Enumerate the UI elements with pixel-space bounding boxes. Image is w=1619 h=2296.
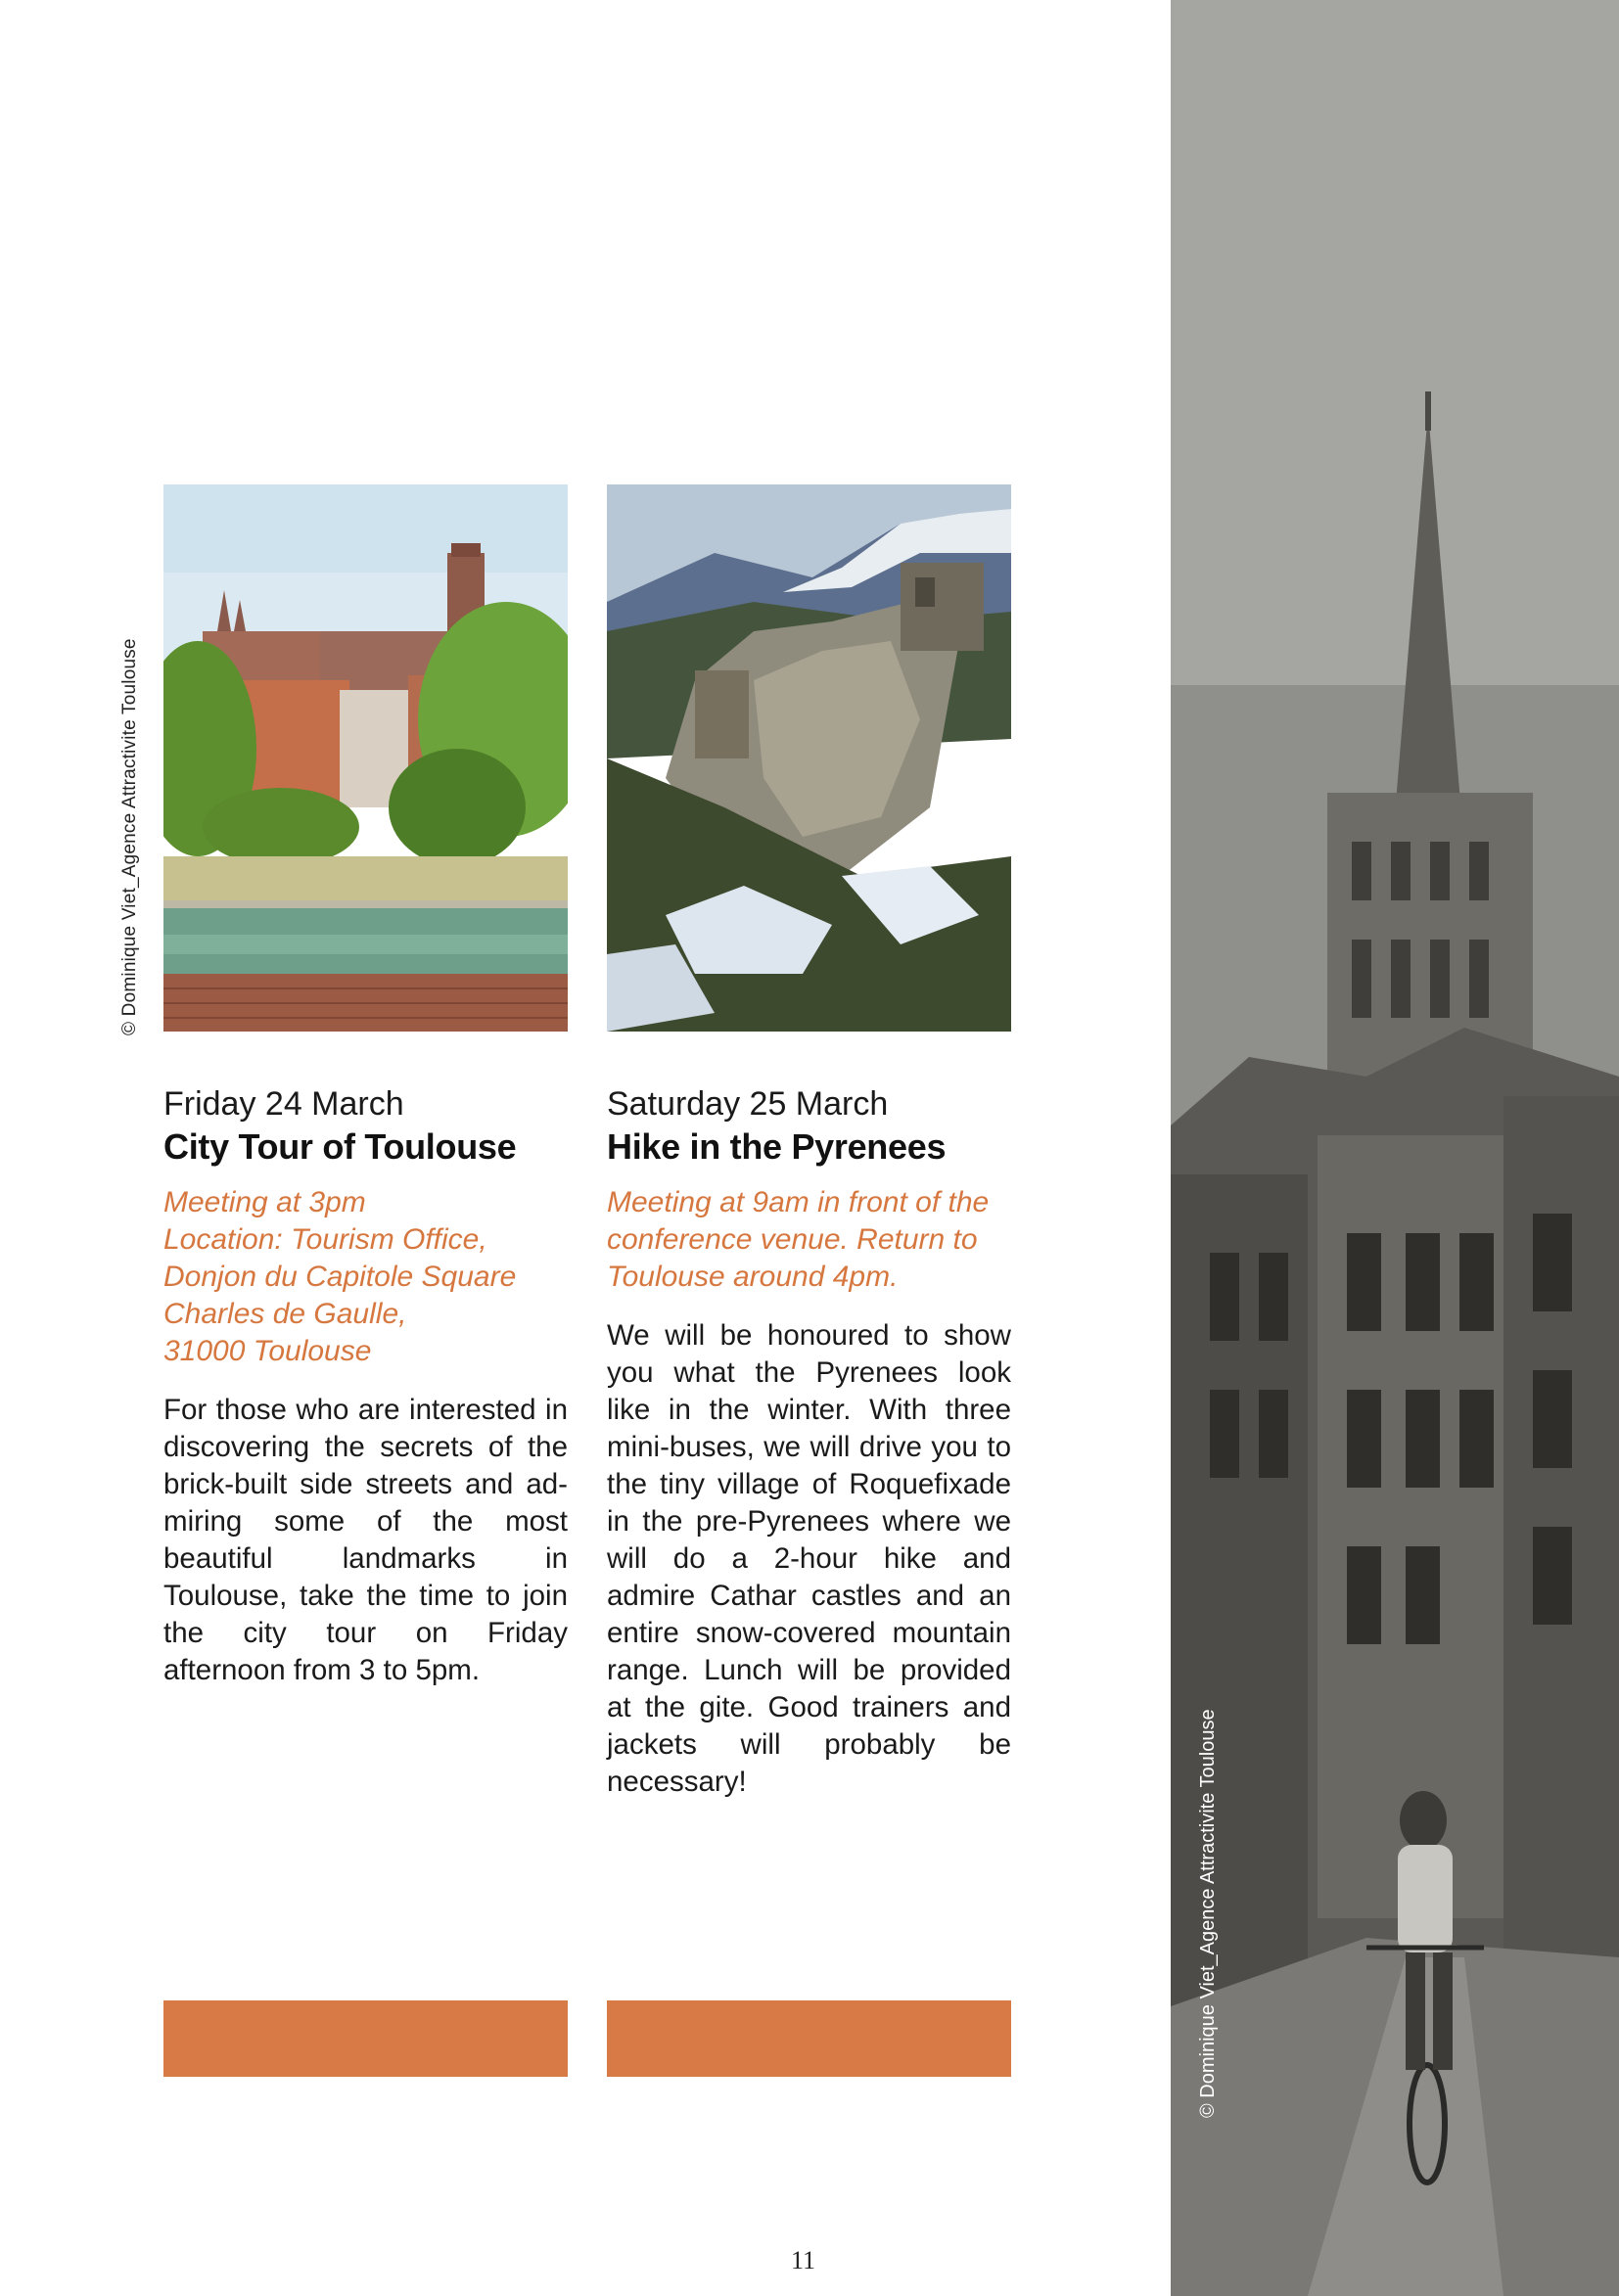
meeting-line: Meeting at 9am in front of the <box>607 1186 990 1218</box>
event-description: For those who are interested in discovering the secrets of the brick-built side streets and admiring some of the most beautiful landmarks in Toulouse, take the time to join the city tour on Friday afternoon from 3 to 5pm. <box>163 1394 568 1686</box>
photo-credit-right: © Dominique Viet_Agence Attractivite Toulouse <box>1197 1709 1219 2118</box>
orange-bar-left <box>163 2000 568 2077</box>
meeting-line: Charles de Gaulle, <box>163 1298 407 1330</box>
toulouse-city-photo <box>163 484 568 1032</box>
event-city-tour <box>163 1084 568 1689</box>
meeting-line: 31000 Toulouse <box>163 1335 372 1367</box>
orange-bar-right <box>607 2000 1011 2077</box>
meeting-line: Donjon du Capitole Square <box>163 1261 517 1293</box>
meeting-line: conference venue. Return to <box>607 1223 978 1256</box>
toulouse-street-photo <box>1171 0 1619 2296</box>
event-title: Hike in the Pyrenees <box>607 1126 947 1167</box>
photo-credit-left: © Dominique Viet_Agence Attractivite Toulouse <box>119 638 140 1035</box>
event-title: City Tour of Toulouse <box>163 1126 517 1167</box>
pyrenees-castle-photo <box>607 484 1011 1032</box>
meeting-line: Meeting at 3pm <box>163 1186 366 1218</box>
page-number: 11 <box>791 2246 816 2274</box>
meeting-info <box>607 1184 1011 1296</box>
meeting-info <box>163 1184 568 1370</box>
event-date: Saturday 25 March <box>607 1085 889 1123</box>
event-date: Friday 24 March <box>163 1085 404 1123</box>
meeting-line: Toulouse around 4pm. <box>607 1261 899 1293</box>
event-description: We will be honoured to show you what the Pyrenees look like in the winter. With three mini-buses, we will drive you to the tiny village of Roquefixade in the pre-Pyrenees where we will do a 2-hour hike and admire Cathar castles and an entire snow-covered mountain range. Lunch will be provided at the gite. Good trainers and jackets will probably be necessary! <box>607 1319 1011 1798</box>
event-pyrenees-hike <box>607 1084 1011 1801</box>
meeting-line: Location: Tourism Office, <box>163 1223 487 1256</box>
